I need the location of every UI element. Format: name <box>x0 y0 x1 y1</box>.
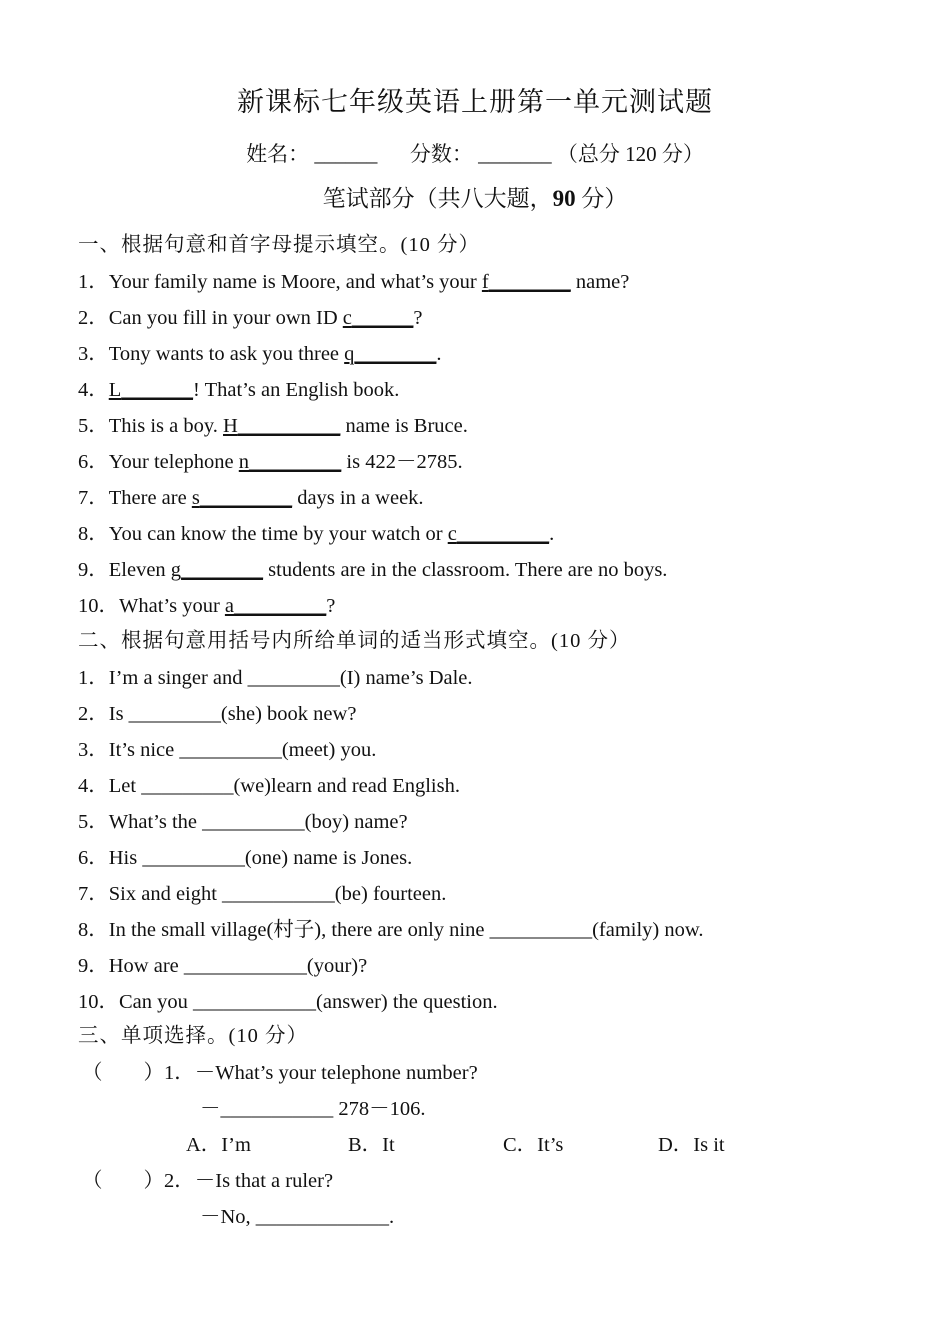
question-item: 3．It’s nice __________(meet) you. <box>78 739 377 761</box>
subtitle-post: 分） <box>575 186 628 211</box>
question-stem: 2．－Is that a ruler? <box>164 1170 334 1192</box>
subtitle-bold: 90 <box>552 186 576 211</box>
question-item: 4．L_______! That’s an English book. <box>78 379 400 401</box>
page-title: 新课标七年级英语上册第一单元测试题 <box>237 87 713 117</box>
question-item: 1．Your family name is Moore, and what’s your f________ name? <box>78 271 630 293</box>
fill-blank[interactable]: q________ <box>344 343 437 365</box>
question-text[interactable]: His __________(one) name is Jones. <box>108 847 413 869</box>
name-label: 姓名： <box>246 142 310 166</box>
answer-paren[interactable]: （ ） <box>82 1062 164 1084</box>
question-text[interactable]: It’s nice __________(meet) you. <box>108 739 377 761</box>
question-text[interactable]: How are ____________(your)? <box>108 955 368 977</box>
option-a[interactable]: A．I’m <box>186 1134 251 1156</box>
question-item: 6．His __________(one) name is Jones. <box>78 847 413 869</box>
fill-blank[interactable]: f________ <box>481 271 571 293</box>
question-item: 1．I’m a singer and _________(I) name’s Dale. <box>78 667 473 689</box>
question-item: 7．There are s_________ days in a week. <box>78 487 424 509</box>
option-b[interactable]: B．It <box>348 1134 395 1156</box>
question-item: 2．Is _________(she) book new? <box>78 703 357 725</box>
question-item: 10．Can you ____________(answer) the question. <box>78 991 498 1013</box>
question-text[interactable]: Let _________(we)learn and read English. <box>108 775 460 797</box>
question-item: 8．You can know the time by your watch or c_________. <box>78 523 555 545</box>
fill-blank[interactable]: H__________ <box>223 415 341 437</box>
answer-paren[interactable]: （ ） <box>82 1170 164 1192</box>
section1-heading: 一、根据句意和首字母提示填空。(10 分） <box>78 234 480 256</box>
mc-question-1 <box>82 1060 478 1086</box>
question-text[interactable]: Six and eight ___________(be) fourteen. <box>108 883 447 905</box>
question-item: 3．Tony wants to ask you three q________. <box>78 343 442 365</box>
total-note: （总分 120 分） <box>556 142 704 166</box>
name-blank[interactable]: ______ <box>314 142 378 166</box>
fill-blank[interactable]: c______ <box>342 307 414 329</box>
answer-line: －___________ 278－106. <box>200 1098 426 1120</box>
question-text[interactable]: I’m a singer and _________(I) name’s Dale. <box>108 667 473 689</box>
question-item: 4．Let _________(we)learn and read English. <box>78 775 460 797</box>
fill-blank[interactable]: n_________ <box>238 451 342 473</box>
question-item: 9．Eleven g________ students are in the classroom. There are no boys. <box>78 559 668 581</box>
score-label: 分数： <box>409 142 473 166</box>
student-info-line <box>0 138 950 168</box>
mc-question-2 <box>82 1168 333 1194</box>
question-item: 10．What’s your a_________? <box>78 595 336 617</box>
fill-blank[interactable]: g________ <box>170 559 264 581</box>
option-c[interactable]: C．It’s <box>503 1134 564 1156</box>
score-blank[interactable]: _______ <box>478 142 552 166</box>
question-text[interactable]: In the small village(村子), there are only nine __________(family) now. <box>108 919 704 941</box>
question-item: 6．Your telephone n_________ is 422－2785. <box>78 451 463 473</box>
answer-line: －No, _____________. <box>200 1206 395 1228</box>
question-stem: 1．－What’s your telephone number? <box>164 1062 478 1084</box>
question-text[interactable]: Can you ____________(answer) the question. <box>119 991 498 1013</box>
options-row <box>0 1132 950 1158</box>
fill-blank[interactable]: c_________ <box>447 523 550 545</box>
question-item: 9．How are ____________(your)? <box>78 955 368 977</box>
fill-blank[interactable]: s_________ <box>191 487 293 509</box>
question-item: 7．Six and eight ___________(be) fourteen. <box>78 883 447 905</box>
question-text[interactable]: Is _________(she) book new? <box>108 703 357 725</box>
subtitle-pre: 笔试部分（共八大题， <box>322 186 553 211</box>
section2-heading: 二、根据句意用括号内所给单词的适当形式填空。(10 分） <box>78 630 631 652</box>
question-item: 5．What’s the __________(boy) name? <box>78 811 408 833</box>
question-item: 2．Can you fill in your own ID c______? <box>78 307 423 329</box>
question-item: 8．In the small village(村子), there are only nine __________(family) now. <box>78 919 704 941</box>
fill-blank[interactable]: a_________ <box>224 595 327 617</box>
section-subtitle <box>0 180 950 213</box>
question-item: 5．This is a boy. H__________ name is Bruce. <box>78 415 468 437</box>
fill-blank[interactable]: L_______ <box>108 379 194 401</box>
question-text[interactable]: What’s the __________(boy) name? <box>108 811 408 833</box>
section3-heading: 三、单项选择。(10 分） <box>78 1025 308 1047</box>
option-d[interactable]: D．Is it <box>658 1134 725 1156</box>
